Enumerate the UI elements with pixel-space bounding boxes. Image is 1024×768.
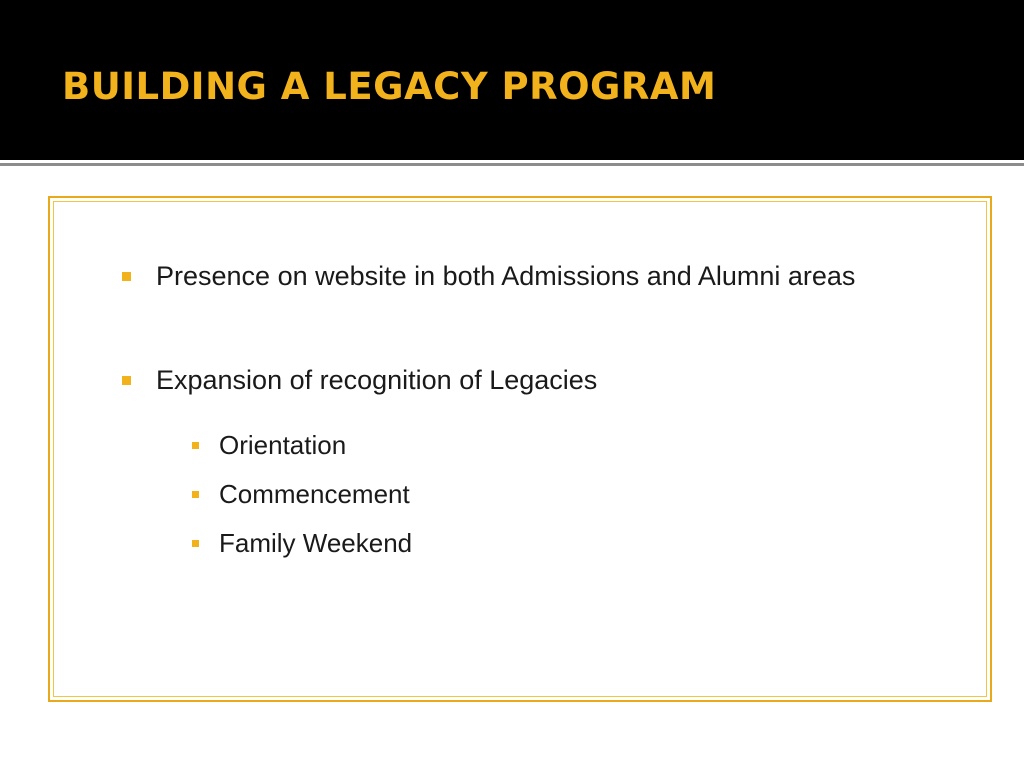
square-bullet-icon	[192, 491, 199, 498]
sub-bullet-item	[192, 525, 412, 561]
bullet-item	[122, 360, 597, 400]
square-bullet-icon	[192, 442, 199, 449]
sub-bullet-item	[192, 476, 410, 512]
sub-bullet-text: Family Weekend	[219, 527, 413, 558]
title-underline	[0, 163, 1024, 166]
sub-bullet-text: Orientation	[219, 429, 347, 460]
bullet-text: Presence on website in both Admissions and Alumni areas	[156, 260, 856, 291]
slide-title: BUILDING A LEGACY PROGRAM	[62, 65, 717, 108]
sub-bullet-text: Commencement	[219, 478, 410, 509]
square-bullet-icon	[122, 272, 131, 281]
square-bullet-icon	[192, 540, 199, 547]
square-bullet-icon	[122, 376, 131, 385]
bullet-item	[122, 256, 855, 296]
sub-bullet-item	[192, 427, 346, 463]
content-frame	[48, 196, 992, 702]
bullet-text: Expansion of recognition of Legacies	[156, 364, 598, 395]
title-bar	[0, 0, 1024, 160]
